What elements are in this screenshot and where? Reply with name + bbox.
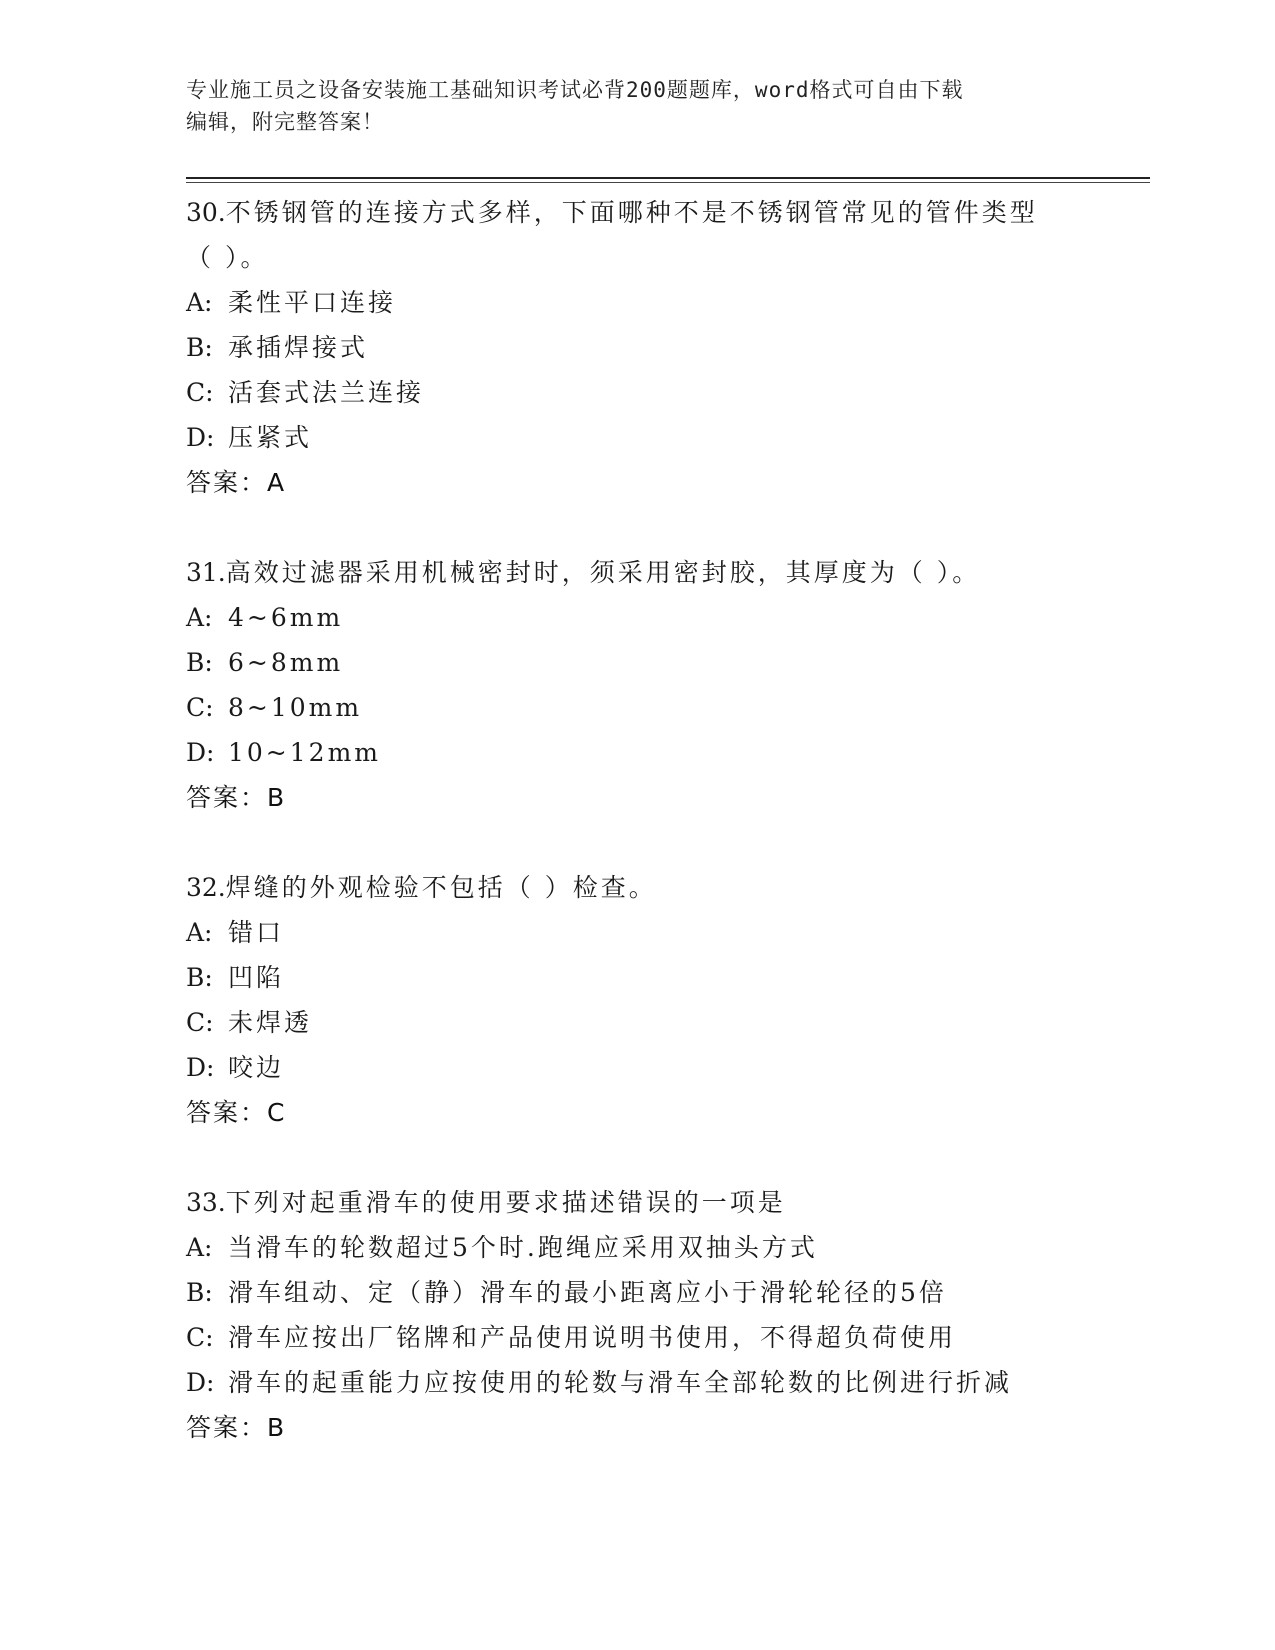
question-32 [186,865,1150,1135]
question-text-line-1: 高效过滤器采用机械密封时，须采用密封胶，其厚度为（ ）。 [225,558,981,587]
question-number: 32. [186,873,226,902]
option-text: 凹陷 [228,963,285,992]
option-text: 错口 [228,918,285,947]
question-number: 33. [186,1188,226,1217]
option-letter: D: [186,1053,215,1082]
option-d [186,730,1150,775]
option-text: 压紧式 [228,423,313,452]
option-letter: B: [186,333,213,362]
option-b [186,325,1150,370]
option-letter: D: [186,423,215,452]
option-text: 4~6mm [228,603,344,632]
question-30 [186,190,1150,505]
header-title-line-1: 专业施工员之设备安装施工基础知识考试必背200题题库，word格式可自由下载 [186,78,964,102]
option-letter: B: [186,1278,213,1307]
question-text-line-1: 焊缝的外观检验不包括（ ）检查。 [225,873,657,902]
question-text [186,190,1150,280]
option-text: 8~10mm [228,693,363,722]
option-d [186,415,1150,460]
option-b [186,1270,1150,1315]
option-c [186,1000,1150,1045]
question-31 [186,550,1150,820]
option-letter: C: [186,1323,214,1352]
question-text-line-1: 不锈钢管的连接方式多样，下面哪种不是不锈钢管常见的管件类型 [225,198,1038,227]
option-text: 10~12mm [228,738,381,767]
option-text: 承插焊接式 [228,333,369,362]
option-a [186,280,1150,325]
question-number: 30. [186,198,226,227]
question-number: 31. [186,558,226,587]
question-text [186,550,1150,595]
document-header [186,74,1076,138]
option-b [186,640,1150,685]
option-text: 滑车组动、定（静）滑车的最小距离应小于滑轮轮径的5倍 [228,1278,947,1307]
answer-line: 答案：B [186,1413,287,1442]
option-text: 6~8mm [228,648,344,677]
header-divider-thick [186,177,1150,179]
header-title-line-2: 编辑，附完整答案！ [186,110,384,134]
option-text: 未焊透 [228,1008,313,1037]
option-letter: B: [186,648,213,677]
question-text-line-1: 下列对起重滑车的使用要求描述错误的一项是 [225,1188,786,1217]
answer-line: 答案：A [186,468,287,497]
option-letter: C: [186,1008,214,1037]
option-letter: A: [186,1233,213,1262]
option-a [186,1225,1150,1270]
option-text: 滑车应按出厂铭牌和产品使用说明书使用，不得超负荷使用 [228,1323,957,1352]
option-letter: C: [186,378,214,407]
option-b [186,955,1150,1000]
header-divider-thin [186,182,1150,183]
option-text: 咬边 [228,1053,285,1082]
question-text-line-2: （ ）。 [186,243,269,272]
option-letter: A: [186,288,213,317]
option-text: 柔性平口连接 [228,288,397,317]
option-a [186,910,1150,955]
question-list [186,190,1150,1495]
option-text: 滑车的起重能力应按使用的轮数与滑车全部轮数的比例进行折减 [228,1368,1013,1397]
question-text [186,865,1150,910]
option-c [186,370,1150,415]
option-c [186,1315,1150,1360]
option-a [186,595,1150,640]
option-letter: A: [186,918,213,947]
option-letter: A: [186,603,213,632]
answer-line: 答案：B [186,783,287,812]
option-letter: D: [186,1368,215,1397]
option-c [186,685,1150,730]
option-letter: B: [186,963,213,992]
question-33 [186,1180,1150,1450]
option-letter: C: [186,693,214,722]
answer-line: 答案：C [186,1098,287,1127]
question-text [186,1180,1150,1225]
option-d [186,1045,1150,1090]
option-text: 活套式法兰连接 [228,378,425,407]
option-text: 当滑车的轮数超过5个时.跑绳应采用双抽头方式 [228,1233,818,1262]
option-d [186,1360,1150,1405]
option-letter: D: [186,738,215,767]
